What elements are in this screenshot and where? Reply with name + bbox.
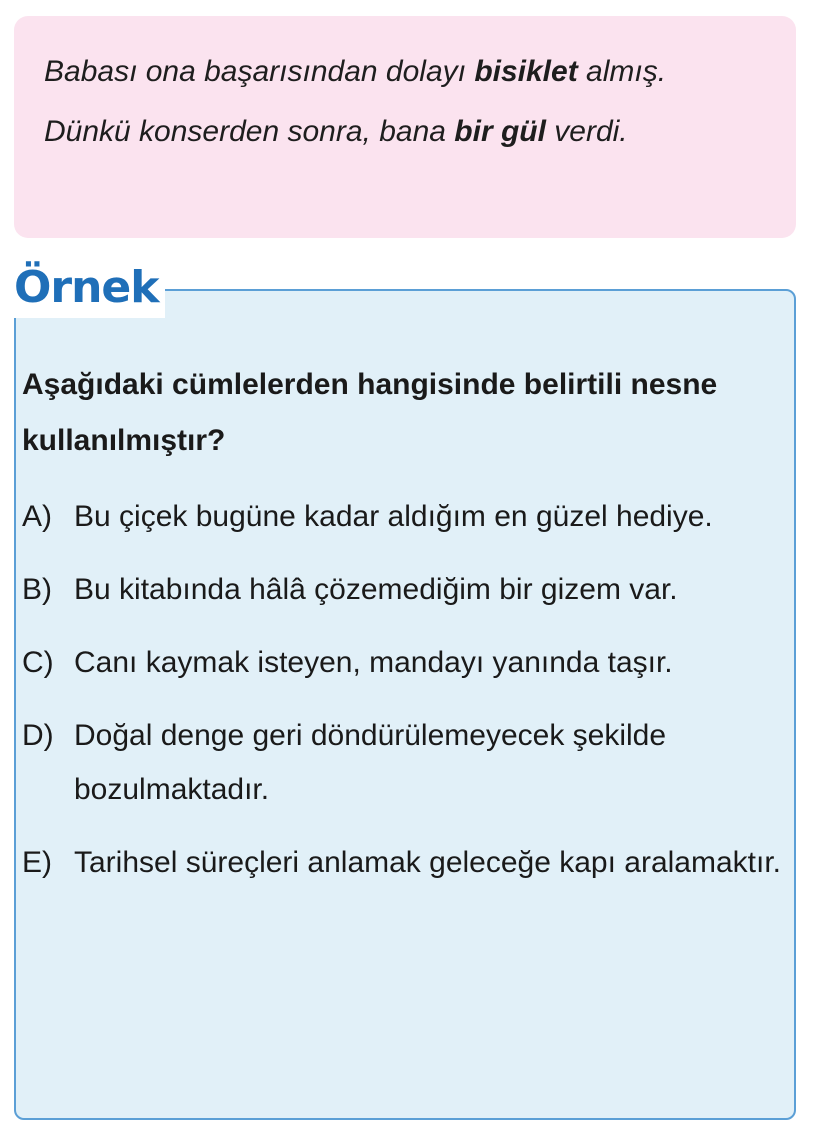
intro-sentence-1-start: Babası ona başarısından dolayı: [44, 55, 475, 88]
option-b-text: Bu kitabında hâlâ çözemediğim bir gizem var.: [74, 573, 678, 606]
option-d[interactable]: [22, 709, 782, 817]
option-a-letter: A): [22, 500, 52, 533]
intro-sentence-1: [44, 46, 766, 98]
option-b[interactable]: [22, 563, 782, 617]
example-title: Örnek: [14, 258, 165, 318]
intro-sentence-1-end: almış.: [577, 55, 667, 88]
intro-sentence-2-end: verdi.: [545, 115, 628, 148]
option-e-text: Tarihsel süreçleri anlamak geleceğe kapı aralamaktır.: [74, 846, 782, 879]
info-box: [14, 16, 796, 238]
intro-sentence-2-object: bir gül: [454, 115, 546, 148]
option-a-text: Bu çiçek bugüne kadar aldığım en güzel hediye.: [74, 500, 713, 533]
option-e[interactable]: [22, 836, 782, 890]
option-d-text: Doğal denge geri döndürülemeyecek şekilde bozulmaktadır.: [74, 719, 667, 806]
intro-sentence-2: [44, 106, 766, 158]
option-c-text: Canı kaymak isteyen, mandayı yanında taşır.: [74, 646, 673, 679]
option-d-letter: D): [22, 719, 54, 752]
intro-sentence-1-object: bisiklet: [474, 55, 578, 88]
option-e-letter: E): [22, 846, 52, 879]
answer-options: [22, 490, 782, 909]
option-c[interactable]: [22, 636, 782, 690]
question-text: Aşağıdaki cümlelerden hangisinde belirtili nesne kullanılmıştır?: [22, 368, 718, 457]
option-b-letter: B): [22, 573, 52, 606]
intro-sentence-2-start: Dünkü konserden sonra, bana: [44, 115, 455, 148]
title-divider: [150, 289, 780, 291]
option-a[interactable]: [22, 490, 782, 544]
option-c-letter: C): [22, 646, 54, 679]
